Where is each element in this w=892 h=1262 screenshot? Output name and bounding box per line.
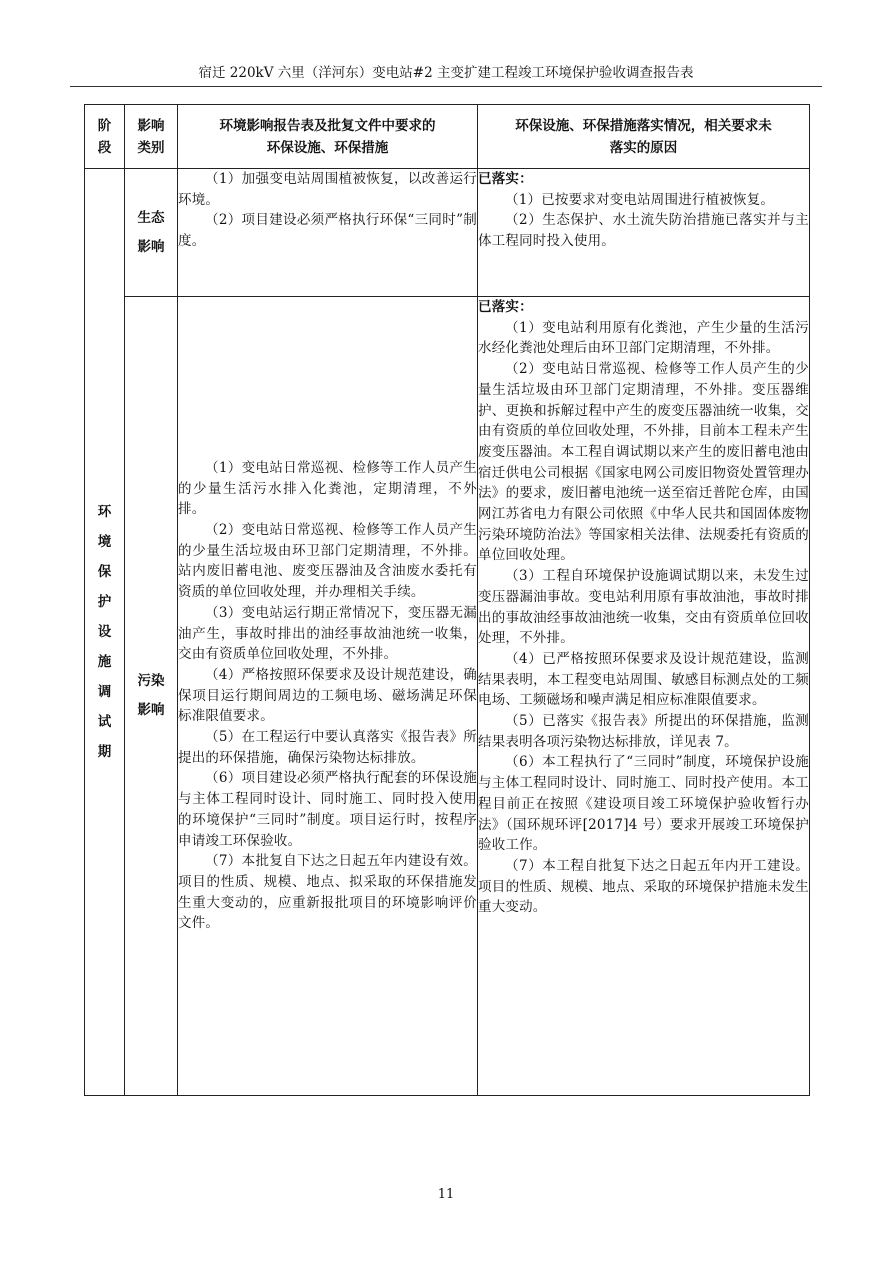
header-impl-line2: 落实的原因 bbox=[609, 139, 678, 156]
implementation-item: （4）已严格按照环保要求及设计规范建设，监测结果表明，本工程变电站周围、敏感目标测点处的工频电场、工频磁场和噪声满足相应标准限值要求。 bbox=[478, 650, 809, 709]
table-header-row bbox=[85, 105, 810, 169]
impact-type-line1: 污染 bbox=[137, 673, 165, 689]
stage-char: 设 bbox=[97, 624, 112, 640]
stage-char: 境 bbox=[97, 534, 112, 550]
requirement-item: （5）在工程运行中要认真落实《报告表》所提出的环保措施，确保污染物达标排放。 bbox=[178, 729, 477, 766]
implementation-item: （1）变电站利用原有化粪池，产生少量的生活污水经化粪池处理后由环卫部门定期清理，不外排。 bbox=[478, 319, 809, 357]
implemented-status: 已落实： bbox=[478, 299, 533, 315]
header-type-line2: 类别 bbox=[137, 139, 165, 156]
impact-type-ecology bbox=[125, 169, 178, 297]
header-req-line1: 环境影响报告表及批复文件中要求的 bbox=[219, 117, 436, 134]
requirement-item: （6）项目建设必须严格执行配套的环保设施与主体工程同时设计、同时施工、同时投入使用的环境保护“三同时”制度。项目运行时，按程序申请竣工环保验收。 bbox=[178, 770, 477, 849]
page-header bbox=[70, 64, 822, 87]
requirement-item: （1）变电站日常巡视、检修等工作人员产生的少量生活污水排入化粪池，定期清理，不外排。 bbox=[178, 459, 477, 518]
page-number: 11 bbox=[437, 1187, 455, 1202]
stage-char: 保 bbox=[97, 564, 112, 580]
header-requirements bbox=[178, 105, 478, 169]
requirement-item: （1）加强变电站周围植被恢复，以改善运行环境。 bbox=[178, 171, 477, 208]
impact-type-line2: 影响 bbox=[137, 238, 165, 255]
header-type-line1: 影响 bbox=[137, 117, 165, 134]
implementation-item: （2）生态保护、水土流失防治措施已落实并与主体工程同时投入使用。 bbox=[478, 212, 809, 250]
implemented-status: 已落实： bbox=[478, 171, 533, 187]
header-impact-type bbox=[125, 105, 178, 169]
header-stage-line2: 段 bbox=[97, 139, 112, 156]
stage-char: 试 bbox=[97, 714, 112, 730]
environmental-measures-table bbox=[84, 104, 810, 1096]
impact-type-line2: 影响 bbox=[137, 702, 165, 718]
ecology-requirements bbox=[178, 169, 478, 297]
header-impl-line1: 环保设施、环保措施落实情况，相关要求未 bbox=[515, 117, 772, 134]
header-req-line2: 环保设施、环保措施 bbox=[266, 139, 389, 156]
stage-char: 施 bbox=[97, 654, 112, 670]
report-title: 宿迁 220kV 六里（洋河东）变电站#2 主变扩建工程竣工环境保护验收调查报告表 bbox=[198, 65, 694, 81]
stage-char: 护 bbox=[97, 594, 112, 610]
table-row-pollution bbox=[85, 297, 810, 1096]
ecology-implementation bbox=[478, 169, 810, 297]
implementation-item: （1）已按要求对变电站周围进行植被恢复。 bbox=[505, 191, 775, 208]
requirement-item: （2）项目建设必须严格执行环保“三同时”制度。 bbox=[178, 212, 477, 250]
header-implementation bbox=[478, 105, 810, 169]
pollution-implementation bbox=[478, 297, 810, 1096]
requirement-item: （7）本批复自下达之日起五年内建设有效。项目的性质、规模、地点、拟采取的环保措施发生重大变动的，应重新报批项目的环境影响评价文件。 bbox=[178, 853, 477, 932]
table-row-ecology bbox=[85, 169, 810, 297]
stage-char: 期 bbox=[97, 744, 112, 760]
implementation-item: （6）本工程执行了“三同时”制度，环境保护设施与主体工程同时设计、同时施工、同时投产使用。本工程目前正在按照《建设项目竣工环境保护验收暂行办法》（国环规环评[2017]4 号）要求开展竣工环境保护验收工作。 bbox=[478, 754, 809, 854]
implementation-item: （5）已落实《报告表》所提出的环保措施，监测结果表明各项污染物达标排放，详见表 7。 bbox=[478, 713, 809, 750]
stage-char: 调 bbox=[97, 684, 112, 700]
implementation-item: （2）变电站日常巡视、检修等工作人员产生的少量生活垃圾由环卫部门定期清理，不外排。变压器维护、更换和拆解过程中产生的废变压器油统一收集，交由有资质的单位回收处理，不外排，目前本工程未产生废变压器油。本工程自调试期以来产生的废旧蓄电池由宿迁供电公司根据《国家电网公司废旧物资处置管理办法》的要求，废旧蓄电池统一送至宿迁普陀仓库，由国网江苏省电力有限公司依照《中华人民共和国固体废物污染环境防治法》等国家相关法律、法规委托有资质的单位回收处理。 bbox=[478, 361, 809, 564]
requirement-item: （3）变电站运行期正常情况下，变压器无漏油产生，事故时排出的油经事故油池统一收集，交由有资质单位回收处理，不外排。 bbox=[178, 604, 477, 663]
pollution-requirements bbox=[178, 297, 478, 1096]
requirement-item: （4）严格按照环保要求及设计规范建设，确保项目运行期间周边的工频电场、磁场满足环保标准限值要求。 bbox=[178, 666, 477, 725]
implementation-item: （7）本工程自批复下达之日起五年内开工建设。项目的性质、规模、地点、采取的环境保护措施未发生重大变动。 bbox=[478, 857, 809, 916]
impact-type-line1: 生态 bbox=[137, 209, 165, 226]
stage-char: 环 bbox=[97, 504, 112, 520]
requirement-item: （2）变电站日常巡视、检修等工作人员产生的少量生活垃圾由环卫部门定期清理，不外排。站内废旧蓄电池、废变压器油及含油废水委托有资质的单位回收处理，并办理相关手续。 bbox=[178, 522, 477, 601]
impact-type-pollution bbox=[125, 297, 178, 1096]
header-stage bbox=[85, 105, 125, 169]
header-stage-line1: 阶 bbox=[97, 117, 112, 134]
implementation-item: （3）工程自环境保护设施调试期以来，未发生过变压器漏油事故。变电站利用原有事故油池，事故时排出的事故油经事故油池统一收集，交由有资质单位回收处理，不外排。 bbox=[478, 568, 809, 647]
stage-cell bbox=[85, 169, 125, 1096]
